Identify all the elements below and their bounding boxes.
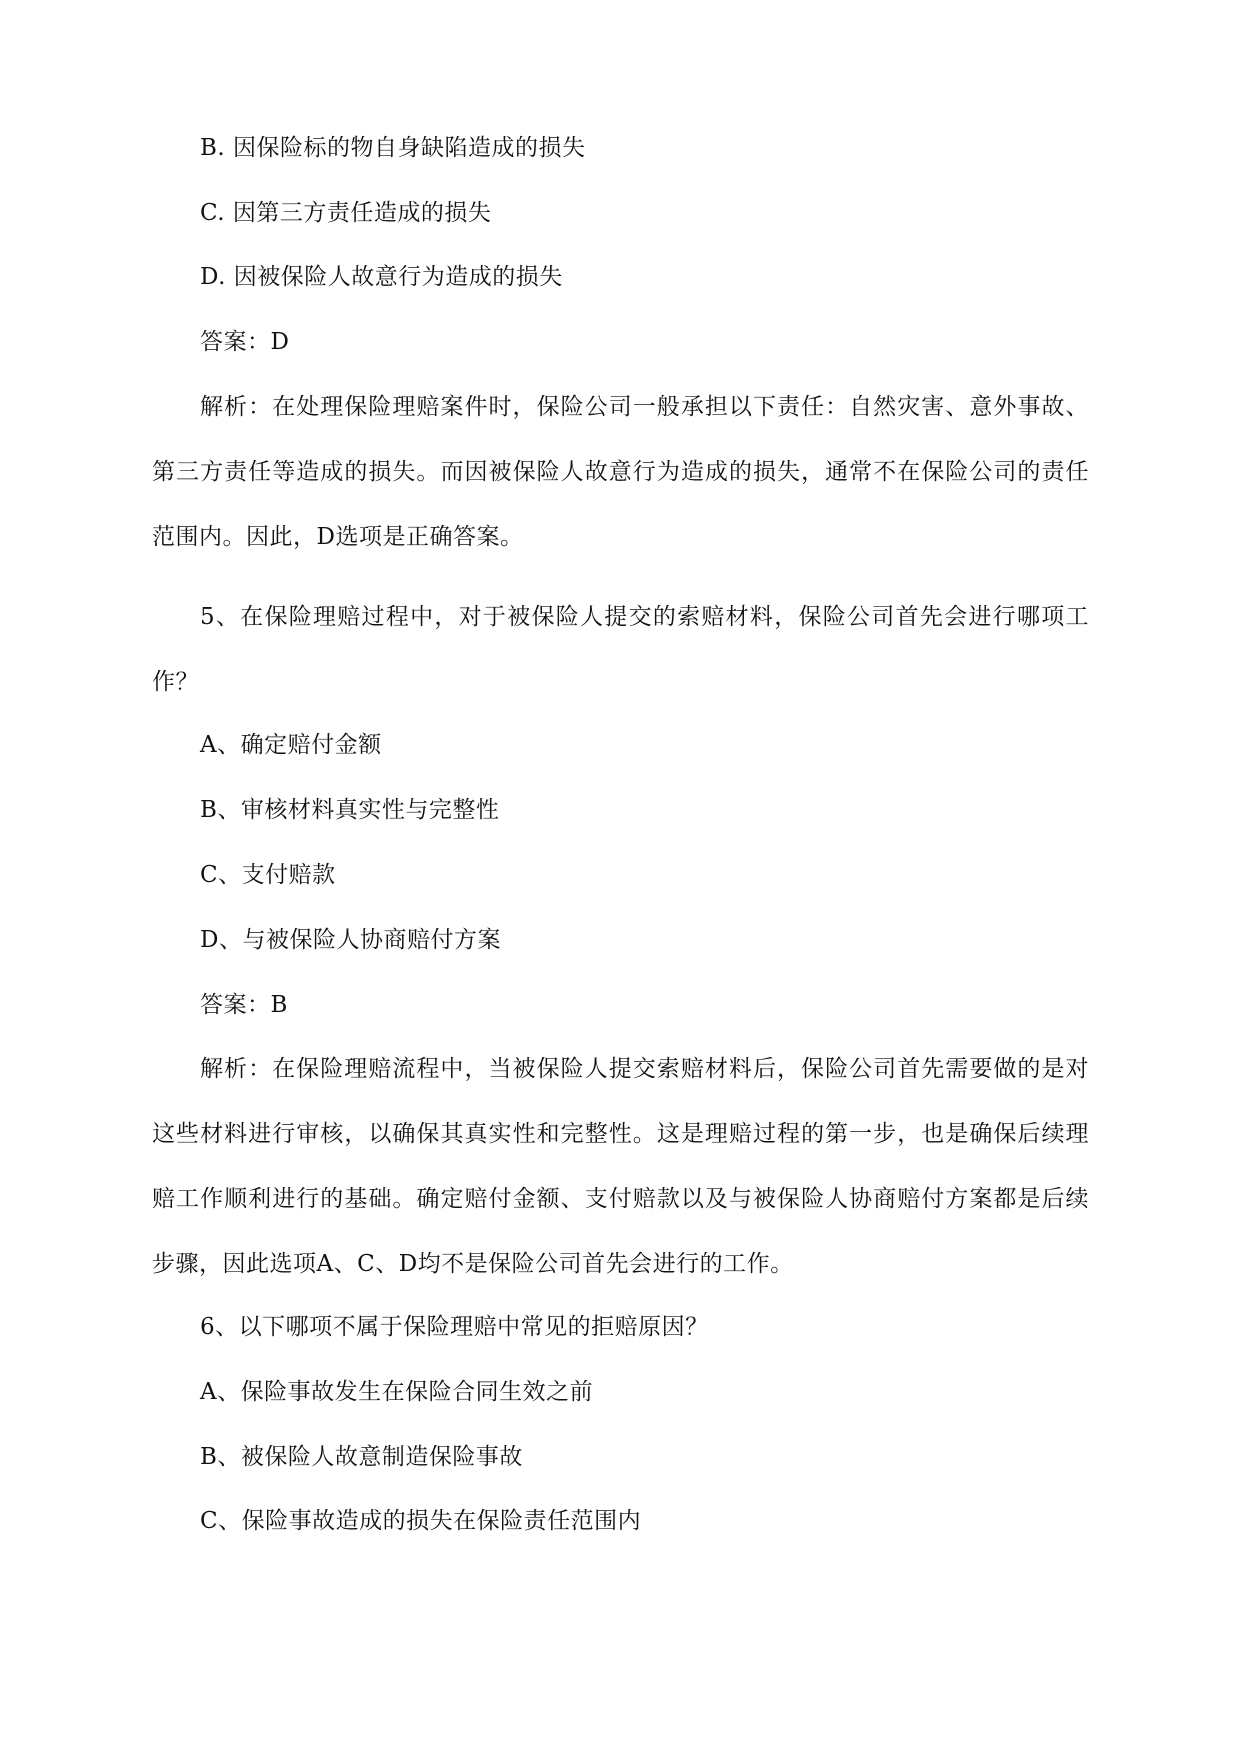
q5-answer: 答案：B	[200, 992, 288, 1018]
q6-option-b: B、被保险人故意制造保险事故	[200, 1444, 523, 1470]
q4-option-c: C. 因第三方责任造成的损失	[200, 200, 492, 226]
q5-option-c: C、支付赔款	[200, 862, 336, 888]
q5-option-b: B、审核材料真实性与完整性	[200, 797, 500, 823]
q5-question: 5、在保险理赔过程中，对于被保险人提交的索赔材料，保险公司首先会进行哪项工作？	[152, 604, 1089, 695]
q5-analysis: 解析：在保险理赔流程中，当被保险人提交索赔材料后，保险公司首先需要做的是对这些材料进行审核，以确保其真实性和完整性。这是理赔过程的第一步，也是确保后续理赔工作顺利进行的基础。确定赔付金额、支付赔款以及与被保险人协商赔付方案都是后续步骤，因此选项A、C、D均不是保险公司首先会进行的工作。	[152, 1056, 1089, 1277]
q5-option-a: A、确定赔付金额	[200, 732, 382, 758]
q4-option-b: B. 因保险标的物自身缺陷造成的损失	[200, 135, 586, 161]
q6-question: 6、以下哪项不属于保险理赔中常见的拒赔原因？	[200, 1314, 709, 1340]
q5-option-d: D、与被保险人协商赔付方案	[200, 927, 501, 953]
q6-option-a: A、保险事故发生在保险合同生效之前	[200, 1379, 594, 1405]
q6-option-c: C、保险事故造成的损失在保险责任范围内	[200, 1508, 642, 1534]
q4-option-d: D. 因被保险人故意行为造成的损失	[200, 264, 563, 290]
q4-answer: 答案：D	[200, 329, 290, 355]
q4-analysis: 解析：在处理保险理赔案件时，保险公司一般承担以下责任：自然灾害、意外事故、第三方责任等造成的损失。而因被保险人故意行为造成的损失，通常不在保险公司的责任范围内。因此，D选项是正确答案。	[152, 394, 1089, 550]
